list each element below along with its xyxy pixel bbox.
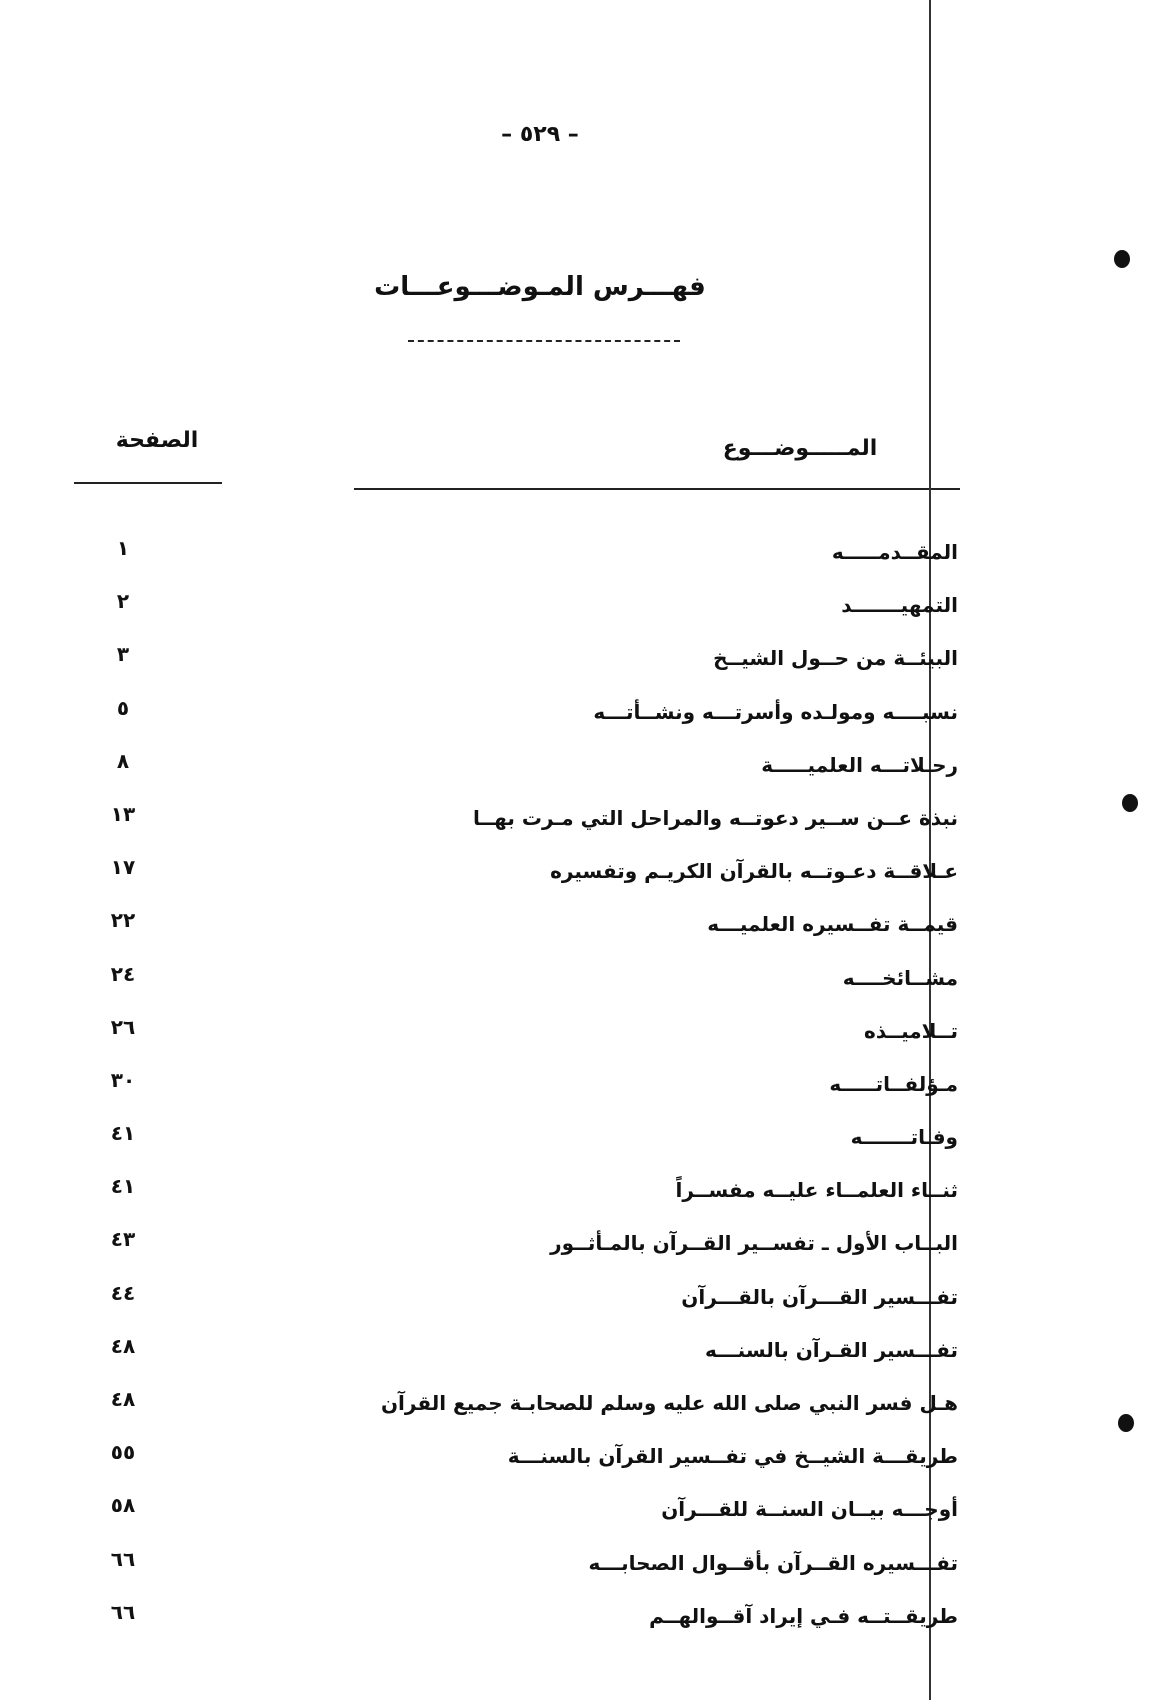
toc-entry-topic: البيئــة من حــول الشيــخ bbox=[713, 646, 958, 671]
toc-entry bbox=[0, 796, 1172, 849]
toc-entry-page: ٣ bbox=[116, 642, 130, 667]
toc-entry-topic: نسبــــه ومولـده وأسرتـــه ونشــأتـــه bbox=[593, 699, 958, 724]
toc-entry-page: ٦٦ bbox=[110, 1546, 136, 1571]
toc-entry bbox=[0, 1541, 1172, 1594]
toc-entry-page: ٥ bbox=[116, 695, 130, 720]
toc-entry bbox=[0, 956, 1172, 1009]
toc-entry bbox=[0, 1594, 1172, 1647]
title-dashed-rule bbox=[408, 340, 680, 342]
column-header-page: الصفحة bbox=[115, 428, 199, 453]
toc-entry-topic: نبذة عــن ســير دعوتــه والمراحل التي مـرت بهــا bbox=[472, 805, 958, 830]
toc-entry bbox=[0, 1381, 1172, 1434]
toc-entry bbox=[0, 1275, 1172, 1328]
toc-entry-topic: التمهيـــــــد bbox=[841, 593, 958, 618]
toc-entry bbox=[0, 1062, 1172, 1115]
toc-entry-topic: وفـاتـــــــه bbox=[850, 1125, 958, 1150]
toc-entry-page: ٢٤ bbox=[110, 961, 136, 986]
toc-entry bbox=[0, 902, 1172, 955]
toc-entry bbox=[0, 1009, 1172, 1062]
toc-entry bbox=[0, 1221, 1172, 1274]
toc-entry bbox=[0, 636, 1172, 689]
column-header-topic-rule bbox=[354, 488, 960, 490]
toc-entry bbox=[0, 743, 1172, 796]
toc-entry-page: ٢ bbox=[116, 589, 130, 614]
toc-entry-topic: طريقــتــه فـي إيراد آقــوالهــم bbox=[649, 1603, 958, 1628]
toc-entry bbox=[0, 1434, 1172, 1487]
toc-entry bbox=[0, 1487, 1172, 1540]
toc-entry-topic: ثنــاء العلمــاء عليــه مفســراً bbox=[675, 1178, 958, 1203]
toc-entry-page: ٤٣ bbox=[110, 1227, 136, 1252]
toc-entry-topic: مـؤلفــاتـــــه bbox=[829, 1071, 958, 1096]
toc-entry-topic: مشــائخــــه bbox=[842, 965, 958, 990]
toc-entry-topic: طريقـــة الشيــخ في تفــسير القرآن بالسنـــة bbox=[507, 1444, 958, 1469]
toc-entry bbox=[0, 1168, 1172, 1221]
toc-entry bbox=[0, 1115, 1172, 1168]
toc-entry bbox=[0, 690, 1172, 743]
toc-entry-topic: تفـــسيره القــرآن بأقــوال الصحابـــه bbox=[588, 1550, 958, 1575]
toc-entry-topic: تفـــسير القـــرآن بالقـــرآن bbox=[681, 1284, 958, 1309]
toc-entry bbox=[0, 849, 1172, 902]
toc-entry-topic: قيمــة تفــسيره العلميـــه bbox=[707, 912, 958, 937]
toc-list bbox=[0, 530, 1172, 1647]
toc-entry-page: ١٧ bbox=[110, 855, 136, 880]
toc-entry-page: ٨ bbox=[116, 748, 130, 773]
toc-entry-topic: البــاب الأول ـ تفســير القــرآن بالمـأثــور bbox=[550, 1231, 958, 1256]
toc-entry-topic: المقــدمـــــه bbox=[831, 540, 958, 564]
toc-entry-page: ١ bbox=[116, 536, 130, 560]
toc-entry-topic: رحـلاتـــه العلميـــــة bbox=[761, 752, 958, 777]
toc-entry-page: ٤٤ bbox=[110, 1280, 136, 1305]
toc-entry-topic: أوجـــه بيــان السنــة للقـــرآن bbox=[661, 1497, 958, 1522]
toc-entry-page: ٤٨ bbox=[110, 1387, 136, 1411]
toc-entry-page: ٥٨ bbox=[110, 1493, 136, 1518]
toc-entry-page: ٣٠ bbox=[110, 1067, 136, 1092]
toc-entry-page: ٤١ bbox=[110, 1174, 136, 1199]
toc-entry-page: ٥٥ bbox=[110, 1440, 136, 1465]
toc-entry-page: ٤١ bbox=[110, 1121, 136, 1146]
toc-entry bbox=[0, 583, 1172, 636]
column-header-topic: المـــــوضـــوع bbox=[722, 436, 878, 461]
toc-entry bbox=[0, 1328, 1172, 1381]
index-title: فهـــرس المـوضـــوعـــات bbox=[374, 272, 706, 302]
toc-entry-page: ٢٢ bbox=[110, 908, 136, 933]
toc-entry-page: ١٣ bbox=[110, 801, 136, 826]
toc-entry-topic: تفـــسير القـرآن بالسنـــه bbox=[705, 1337, 958, 1362]
toc-entry-page: ٤٨ bbox=[110, 1333, 136, 1358]
binder-hole-top bbox=[1114, 250, 1130, 268]
column-header-page-rule bbox=[74, 482, 222, 484]
toc-entry-topic: عـلاقــة دعـوتــه بالقرآن الكريـم وتفسيره bbox=[550, 859, 958, 884]
toc-entry-topic: هـل فسر النبي صلى الله عليه وسلم للصحابـة جميع القرآن bbox=[380, 1391, 958, 1415]
toc-entry-topic: تــلاميــذه bbox=[864, 1018, 958, 1043]
toc-entry-page: ٦٦ bbox=[110, 1599, 136, 1624]
toc-entry bbox=[0, 530, 1172, 583]
page-number: – ٥٢٩ – bbox=[501, 122, 579, 147]
toc-entry-page: ٢٦ bbox=[110, 1014, 136, 1039]
